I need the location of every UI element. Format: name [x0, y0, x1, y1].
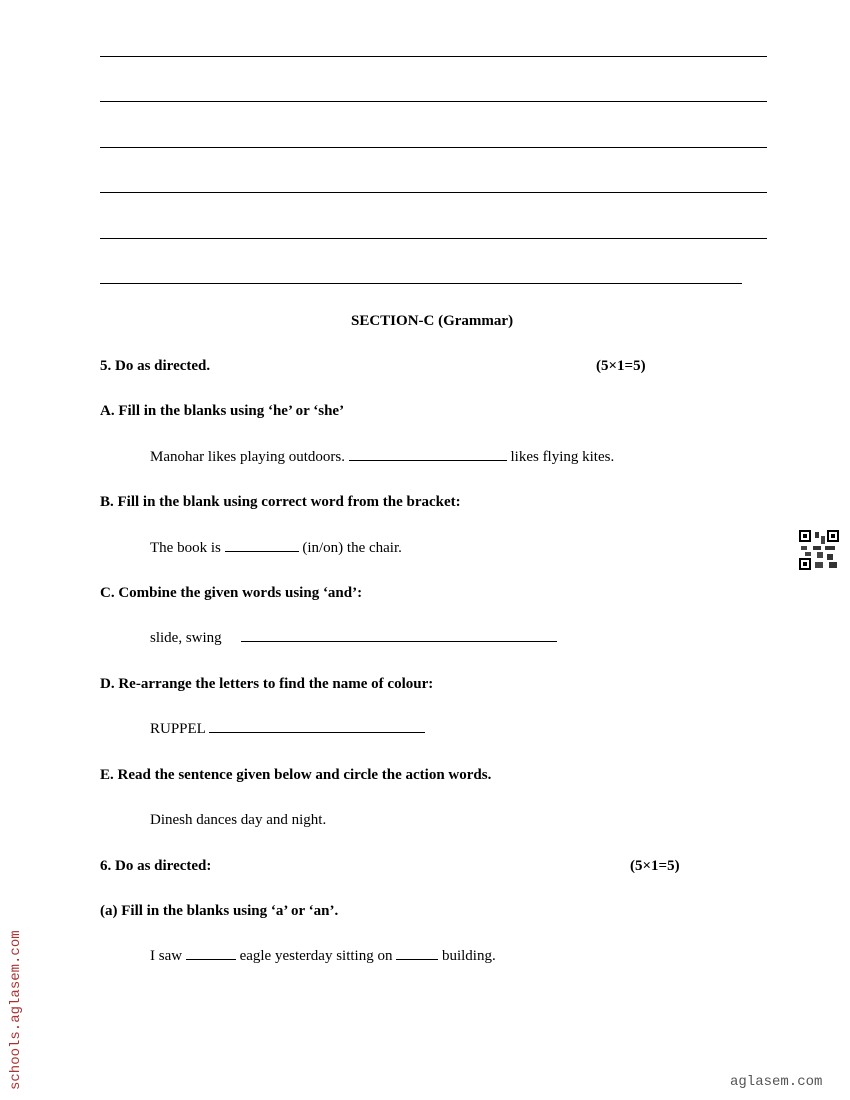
answer-line — [100, 192, 767, 193]
q5d-sentence — [150, 720, 425, 738]
q6-marks: (5×1=5) — [630, 858, 680, 874]
answer-line — [100, 101, 767, 102]
q6a-part3: building. — [441, 948, 496, 964]
q5d-word: RUPPEL — [150, 721, 206, 737]
q5c-blank[interactable] — [241, 629, 557, 642]
q5-marks: (5×1=5) — [596, 358, 646, 374]
q6a-part2: eagle yesterday sitting on — [239, 948, 393, 964]
q6-title: 6. Do as directed: — [100, 858, 212, 874]
watermark-bottom: aglasem.com — [730, 1074, 823, 1090]
q5d-instruction: D. Re-arrange the letters to find the name of colour: — [100, 676, 434, 692]
q5-title: 5. Do as directed. — [100, 358, 211, 374]
q5d-blank[interactable] — [209, 720, 425, 733]
q5b-sentence — [150, 539, 402, 557]
q5a-blank[interactable] — [349, 448, 507, 461]
q5b-before: The book is — [150, 540, 221, 556]
qr-code-icon — [799, 530, 839, 570]
section-title: SECTION-C (Grammar) — [351, 313, 514, 329]
q5b-after: (in/on) the chair. — [302, 540, 402, 556]
q5c-words: slide, swing — [150, 630, 222, 646]
q6a-sentence — [150, 947, 496, 965]
q5c-instruction: C. Combine the given words using ‘and’: — [100, 585, 363, 601]
q5a-after: likes flying kites. — [510, 449, 615, 465]
q5b-blank[interactable] — [225, 539, 299, 552]
q5c-sentence — [150, 629, 557, 647]
answer-line — [100, 147, 767, 148]
q5a-sentence — [150, 448, 614, 466]
q6a-instruction: (a) Fill in the blanks using ‘a’ or ‘an’. — [100, 903, 339, 919]
q5e-sentence: Dinesh dances day and night. — [150, 812, 327, 828]
q6a-part1: I saw — [150, 948, 183, 964]
q5a-before: Manohar likes playing outdoors. — [150, 449, 345, 465]
q6a-blank-2[interactable] — [396, 947, 438, 960]
q5a-instruction: A. Fill in the blanks using ‘he’ or ‘she’ — [100, 403, 345, 419]
answer-line — [100, 238, 767, 239]
watermark-side: schools.aglasem.com — [8, 930, 24, 1090]
q5b-instruction: B. Fill in the blank using correct word from the bracket: — [100, 494, 461, 510]
answer-line — [100, 56, 767, 57]
answer-line — [100, 283, 742, 284]
q5e-instruction: E. Read the sentence given below and circle the action words. — [100, 767, 492, 783]
q6a-blank-1[interactable] — [186, 947, 236, 960]
